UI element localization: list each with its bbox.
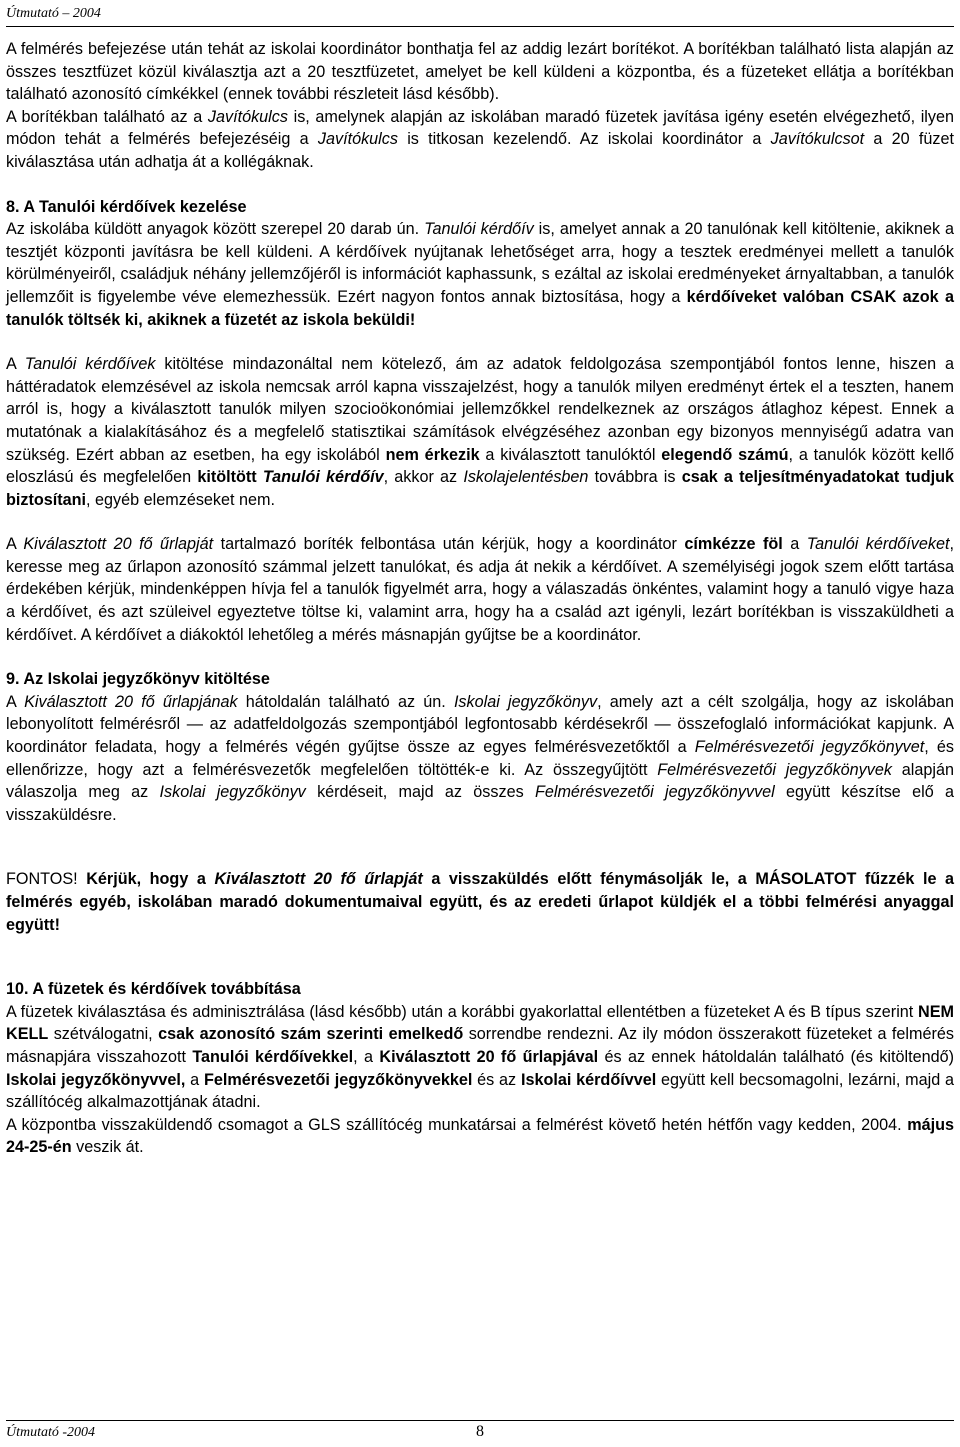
text-run: , keresse meg az űrlapon azonosító számmal jelzett tanulókat, és adja át nekik a kérdőívet. A személyiségi jogok szem előtt tartása érdekében kérjük, mindenképpen hívja fel a tanulók figyelmét arra, hogy a válaszadás önkéntes, valamint hogy a tanuló vigye haza a kérdőívet, és azt szüleivel egyeztetve töltse ki, valamint arra, hogy ha a család azt igényli, lezárt borítékban is visszaküldheti a kérdőívet. A kérdőívet a diákoktól lehetőleg a mérés másnapján gyűjtse be a koordinátor. <box>6 535 954 644</box>
text-run: címkézze föl <box>684 535 783 554</box>
text-run: , a <box>353 1047 380 1066</box>
text-run: a 20 füzet kiválasztása után adhatja át a kollégáknak. <box>6 130 954 171</box>
text-run: nem érkezik <box>385 445 480 464</box>
text-run: alapján válaszolja meg az <box>6 760 954 802</box>
text-run: Tanulói kérdőívek <box>24 355 156 374</box>
text-run: , egyéb elemzéseket nem. <box>86 490 276 509</box>
text-run: Felmérésvezetői jegyzőkönyvet <box>694 738 925 757</box>
text-run: Javítókulcs <box>207 107 288 126</box>
text-run: Iskolai jegyzőkönyv <box>453 692 598 711</box>
paragraph <box>6 533 954 646</box>
document-body <box>6 38 954 1159</box>
text-run: kérdőíveket valóban CSAK azok a tanulók töltsék ki, akiknek a füzetét az iskola beküldi! <box>6 287 954 329</box>
important-notice <box>6 868 954 936</box>
text-run: kérdéseit, majd az összes <box>305 783 535 802</box>
text-run: a visszaküldés előtt fénymásolják le, a MÁSOLATOT fűzzék le a felmérés egyéb, iskolában maradó dokumentumaival együtt, és az eredeti űrlapot küldjék el a többi felmérési anyaggal együtt! <box>6 870 955 934</box>
text-run: , és ellenőrizze, hogy azt a felmérésvezetők megfelelően töltötték-e ki. Az összegyűjtött <box>6 738 954 779</box>
text-run: Felmérésvezetői jegyzőkönyvek <box>657 760 892 779</box>
text-run: Tanulói kérdőívekkel <box>192 1047 354 1066</box>
text-run: , amely azt a célt szolgálja, hogy az iskolában lebonyolított felmérésről — az adatfeldolgozás szempontjából legfontosabb kérdésekről — összefoglaló információkat kapjunk. A koordinátor feladata, hogy a felmérés végén gyűjtse össze az egyes felmérésvezetőktől a <box>6 692 954 757</box>
text-run: veszik át. <box>71 1138 144 1157</box>
paragraph <box>6 1001 954 1114</box>
text-run: a <box>782 535 807 554</box>
section-heading-8: 8. A Tanulói kérdőívek kezelése <box>6 197 247 216</box>
text-run: elegendő számú <box>661 445 789 464</box>
section-heading-9: 9. Az Iskolai jegyzőkönyv kitöltése <box>6 670 270 689</box>
text-run: A központba visszaküldendő csomagot a GLS szállítócég munkatársai a felmérést követő hetén hétfőn vagy kedden, 2004. <box>6 1115 908 1134</box>
text-run: Kiválasztott 20 fő űrlapjának <box>24 692 238 711</box>
text-run: kitöltött <box>197 468 263 487</box>
text-run: NEM KELL <box>6 1002 954 1044</box>
header-text: Útmutató – 2004 <box>6 6 101 21</box>
text-run: Felmérésvezetői jegyzőkönyvekkel <box>203 1070 473 1089</box>
paragraph <box>6 106 954 174</box>
text-run: és az <box>472 1070 521 1089</box>
paragraph <box>6 1114 954 1159</box>
text-run: Iskolajelentésben <box>463 468 589 487</box>
text-run: A borítékban található az a <box>6 107 208 126</box>
text-run: is, amelyet annak a 20 tanulónak kell kitöltenie, akiknek a tesztjét központi javításra be kell küldeni. A kérdőívek nyújtanak lehetőséget arra, hogy a tesztek eredményei mellett a tanulók körülményeiről, családjuk néhány jellemzőjéről is információt kaphassunk, s ezáltal az iskolai eredményeket árnyaltabban, a tanulók jellemzőit is figyelembe véve elemezhessük. Ezért nagyon fontos annak biztosítása, hogy a <box>6 220 955 306</box>
text-run: hátoldalán található az ún. <box>237 692 454 711</box>
text-run: is titkosan kezelendő. Az iskolai koordinátor a <box>397 130 771 149</box>
text-run: is, amelynek alapján az iskolában maradó füzetek javítása igény esetén elvégezhető, ilyen módon tehát a felmérés befejezéséig a <box>6 107 955 149</box>
text-run: A <box>6 692 25 711</box>
text-run: Javítókulcsot <box>770 130 865 149</box>
text-run: együtt kell becsomagolni, lezárni, majd a szállítócég alkalmazottjának átadni. <box>6 1070 955 1112</box>
text-run: Kiválasztott 20 fő űrlapjával <box>379 1047 599 1066</box>
text-run: FONTOS! <box>6 870 87 889</box>
text-run: Iskolai kérdőívvel <box>520 1070 657 1089</box>
section-heading-10: 10. A füzetek és kérdőívek továbbítása <box>6 980 301 999</box>
text-run: tartalmazó boríték felbontása után kérjük, hogy a koordinátor <box>213 535 685 554</box>
text-run: Tanulói kérdőíveket <box>806 535 950 554</box>
text-run: Felmérésvezetői jegyzőkönyvvel <box>534 783 775 802</box>
text-run: Kiválasztott 20 fő űrlapját <box>214 870 423 889</box>
page-footer <box>6 1420 954 1445</box>
text-run: Tanulói kérdőív <box>262 468 384 487</box>
text-run: csak azonosító szám szerinti emelkedő <box>158 1025 464 1044</box>
text-run: továbbra is <box>588 468 682 487</box>
paragraph <box>6 38 954 106</box>
text-run: Iskolai jegyzőkönyvvel, <box>6 1070 186 1089</box>
text-run: szétválogatni, <box>48 1025 159 1044</box>
text-run: kitöltése mindazonáltal nem kötelező, ám az adatok feldolgozása szempontjából fontos lenne, hiszen a háttéradatok elemzésével az iskola nemcsak arról kapna visszajelzést, hogy a tanulók milyen eredményt értek el a teszten, hanem arról is, hogy a kiválasztott tanulók milyen szocioökonómiai jellemzőkkel rendelkeznek az országos átlaghoz képest. Ennek a mutatónak a kialakításához és a megfelelő statisztikai számítások elvégzéséhez azonban egy bizonyos mennyiségű adatra van szükség. Ezért abban az esetben, ha egy iskolából <box>6 355 954 464</box>
text-run: május 24-25-én <box>6 1115 954 1157</box>
text-run: A <box>6 355 25 374</box>
text-run: sorrendbe rendezni. Az ily módon összerakott füzeteket a felmérés másnapjára visszahozott <box>6 1025 954 1066</box>
footer-text: Útmutató -2004 <box>6 1425 96 1440</box>
text-run: együtt készítse elő a visszaküldésre. <box>6 783 954 824</box>
text-run: Iskolai jegyzőkönyv <box>159 783 306 802</box>
paragraph <box>6 691 954 827</box>
text-run: Kérjük, hogy a <box>86 870 215 889</box>
text-run: , akkor az <box>383 468 464 487</box>
text-run: csak a teljesítményadatokat tudjuk biztosítani <box>6 468 954 509</box>
text-run: A füzetek kiválasztása és adminisztrálása (lásd később) után a korábbi gyakorlattal ellentétben a füzeteket A és B típus szerint <box>6 1002 919 1021</box>
page-number: 8 <box>476 1423 484 1440</box>
text-run: a kiválasztott tanulóktól <box>479 445 662 464</box>
paragraph <box>6 218 954 331</box>
paragraph <box>6 353 954 511</box>
text-run: A felmérés befejezése után tehát az iskolai koordinátor bonthatja fel az addig lezárt borítékot. A borítékban található lista alapján az összes tesztfüzet közül kiválasztja azt a 20 tesztfüzetet, amelyet be kell küldeni a központba, és a füzeteket ellátja a borítékban található azonosító címkékkel (ennek további részleteit lásd később). <box>6 40 954 104</box>
text-run: és az ennek hátoldalán található (és kitöltendő) <box>598 1047 954 1066</box>
text-run: Kiválasztott 20 fő űrlapját <box>23 535 214 554</box>
text-run: , a tanulók között kellő eloszlású és megfelelően <box>6 445 955 487</box>
text-run: Javítókulcs <box>317 130 398 149</box>
text-run: a <box>185 1070 204 1089</box>
page-header <box>6 4 954 27</box>
text-run: Az iskolába küldött anyagok között szerepel 20 darab ún. <box>6 220 425 239</box>
text-run: A <box>6 535 24 554</box>
text-run: Tanulói kérdőív <box>424 220 534 239</box>
